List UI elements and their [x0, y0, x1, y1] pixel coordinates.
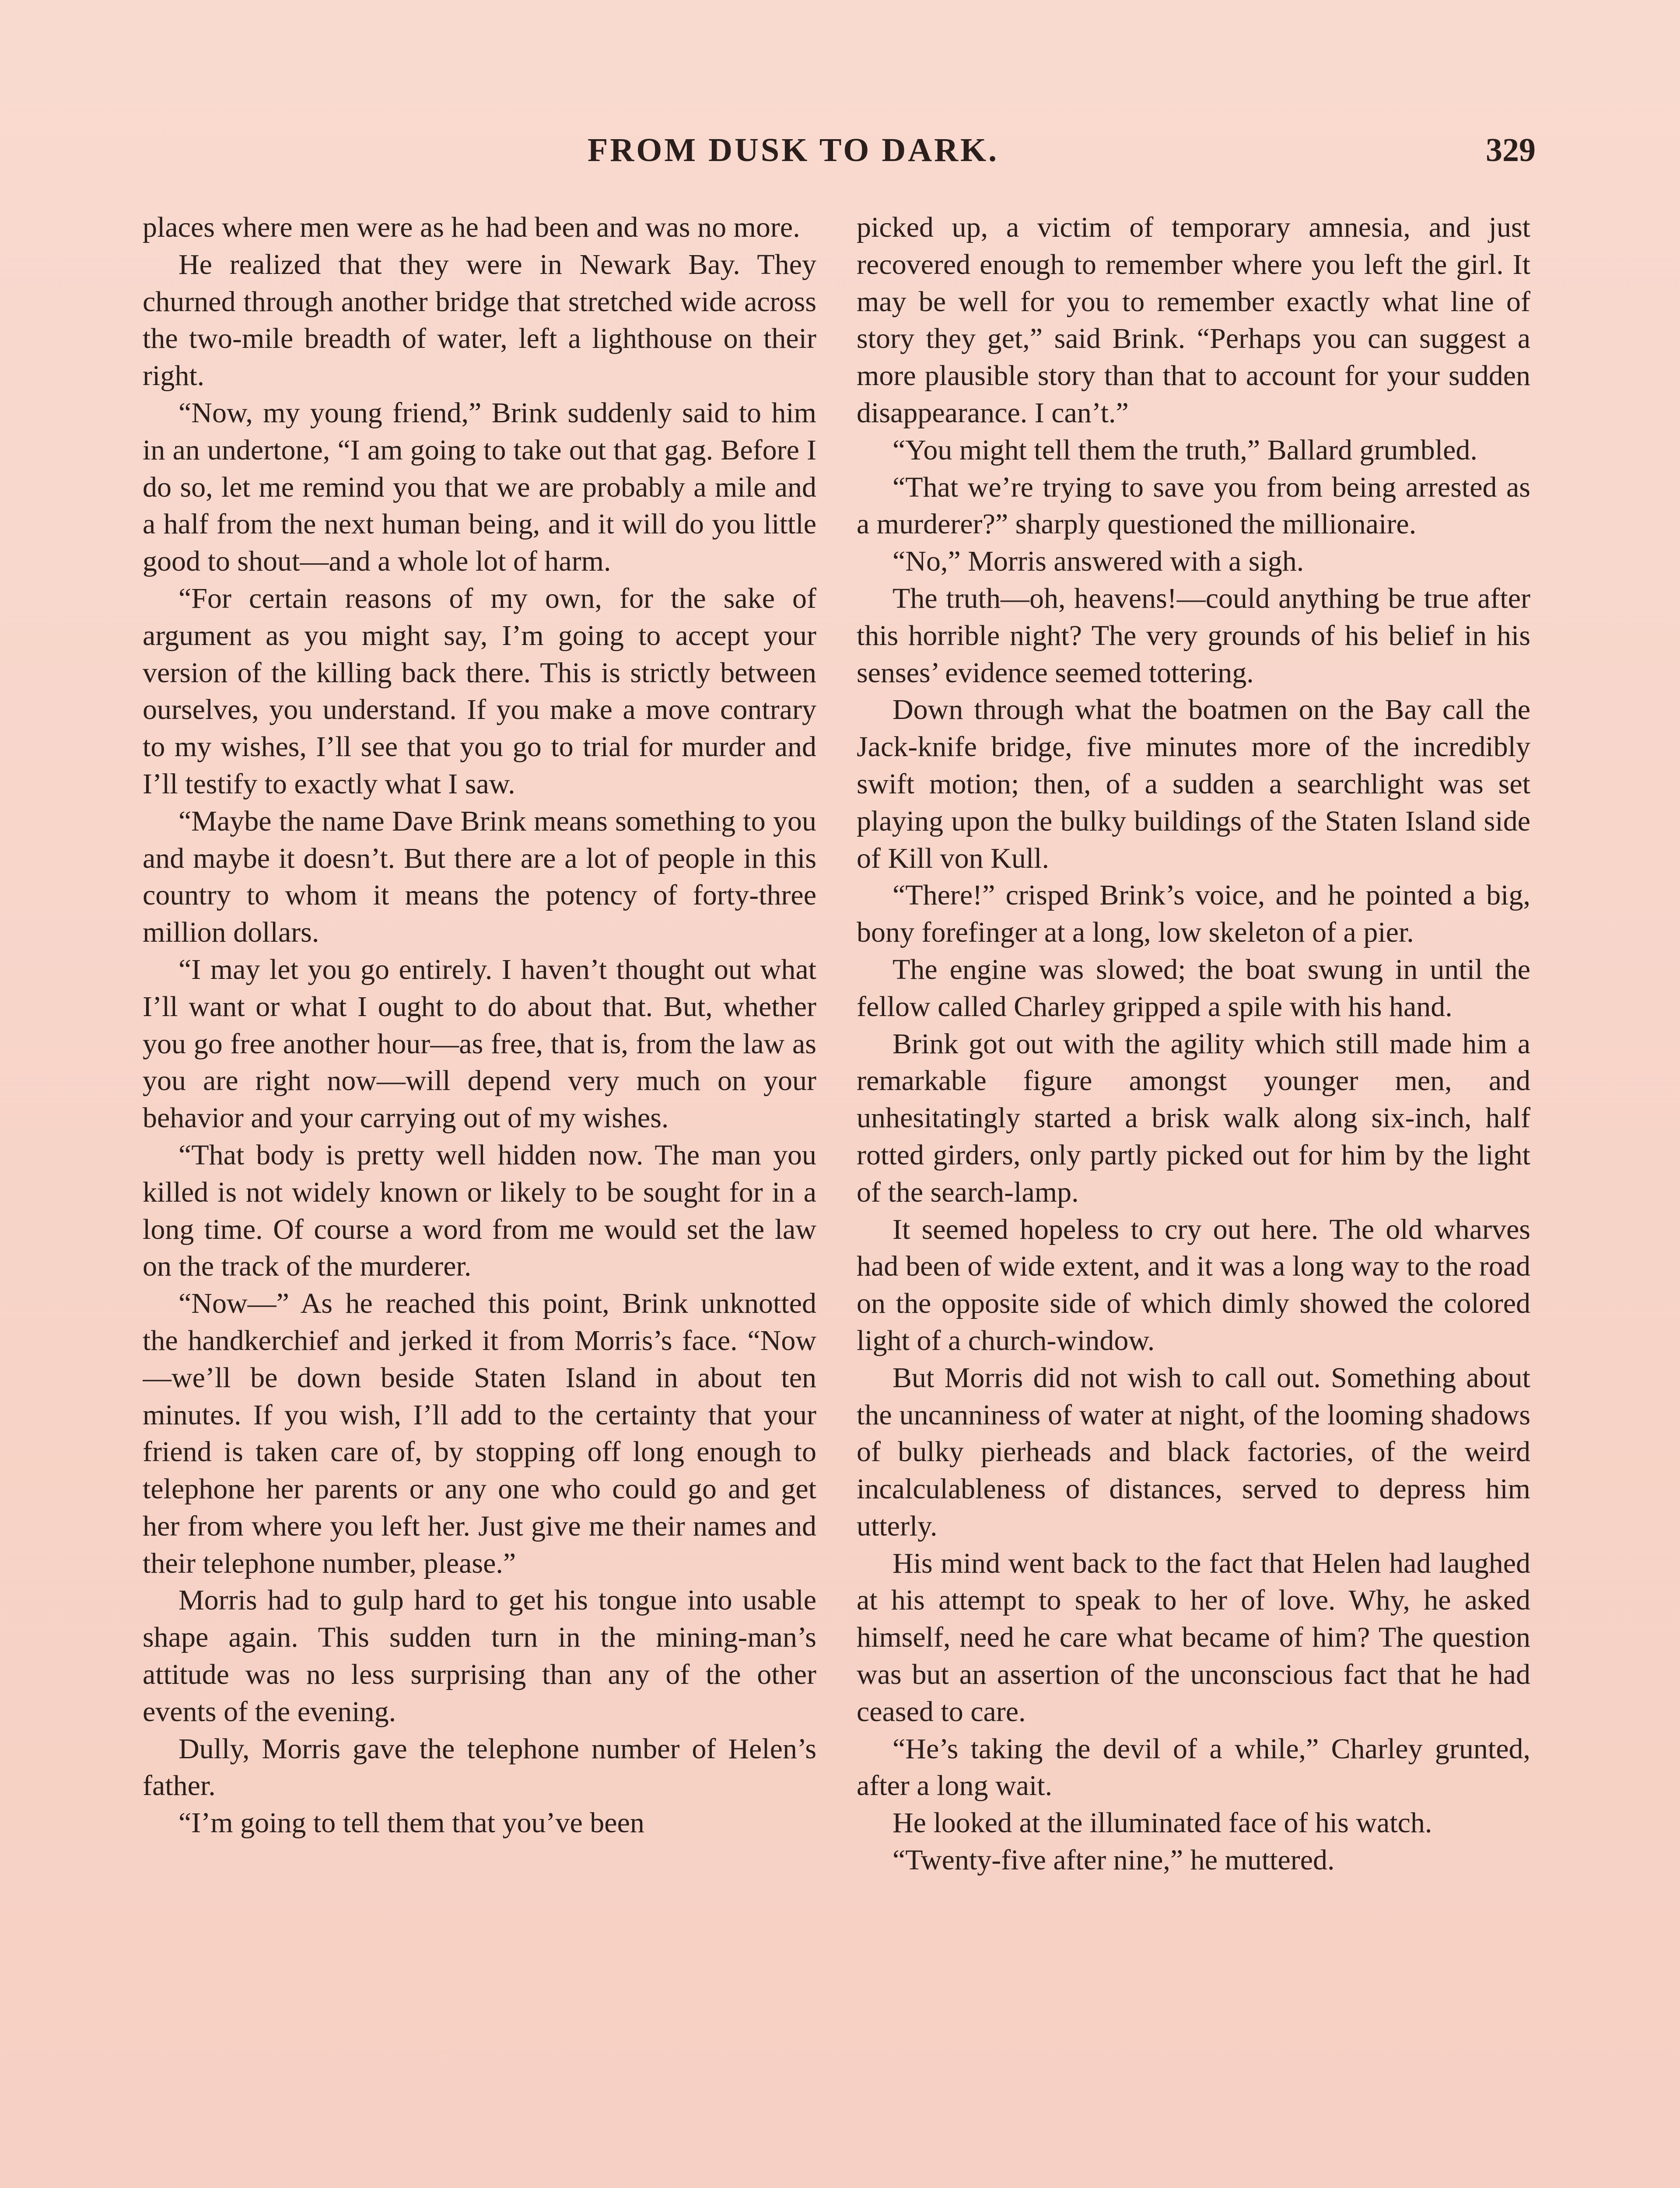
paragraph: Morris had to gulp hard to get his tongue into usable shape again. This sudden turn in the mining-man’s attitude was no less surprising than any of the other events of the evening. [143, 1584, 816, 1728]
paragraph: Dully, Morris gave the telephone number of Helen’s father. [143, 1732, 816, 1802]
paragraph: “Now—” As he reached this point, Brink unknotted the handkerchief and jerked it from Morris’s face. “Now—we’ll be down beside Staten Island in about ten minutes. If you wish, I’ll add to the certainty that your friend is taken care of, by stopping off long enough to telephone her parents or any one who could go and get her from where you left her. Just give me their names and their telephone number, please.” [143, 1287, 816, 1579]
page-number: 329 [1486, 132, 1536, 168]
paragraph: He realized that they were in Newark Bay. They churned through another bridge that stretched wide across the two-mile breadth of water, left a lighthouse on their right. [143, 248, 816, 392]
paragraph: “No,” Morris answered with a sigh. [892, 545, 1304, 578]
running-title: FROM DUSK TO DARK. [588, 132, 999, 168]
paragraph: “That we’re trying to save you from being arrested as a murderer?” sharply questioned the millionaire. [857, 471, 1530, 540]
paragraph: His mind went back to the fact that Helen had laughed at his attempt to speak to her of love. Why, he asked himself, need he care what became of him? The question was but an assertion of the unconscious fact that he had ceased to care. [857, 1547, 1530, 1728]
paragraph: Brink got out with the agility which still made him a remarkable figure amongst younger men, and unhesitatingly started a brisk walk along six-inch, half rotted girders, only partly picked out for him by the light of the search-lamp. [857, 1027, 1530, 1208]
paragraph: “I may let you go entirely. I haven’t thought out what I’ll want or what I ought to do about that. But, whether you go free another hour—as free, that is, from the law as you are right now—will depend very much on your behavior and your carrying out of my wishes. [143, 953, 816, 1134]
paragraph: But Morris did not wish to call out. Something about the uncanniness of water at night, of the looming shadows of bulky pierheads and black factories, of the weird incalculableness of distances, served to depress him utterly. [857, 1361, 1530, 1542]
paragraph: He looked at the illuminated face of his watch. [892, 1807, 1432, 1839]
paragraph: places where men were as he had been and was no more. [143, 211, 800, 243]
paragraph: It seemed hopeless to cry out here. The old wharves had been of wide extent, and it was a long way to the road on the opposite side of which dimly showed the colored light of a church-window. [857, 1213, 1530, 1357]
paragraph: “You might tell them the truth,” Ballard grumbled. [892, 434, 1477, 466]
paragraph: “Twenty-five after nine,” he muttered. [892, 1844, 1335, 1876]
paragraph: “There!” crisped Brink’s voice, and he pointed a big, bony forefinger at a long, low skeleton of a pier. [857, 879, 1530, 949]
paragraph: picked up, a victim of temporary amnesia, and just recovered enough to remember where you left the girl. It may be well for you to remember exactly what line of story they get,” said Brink. “Perhaps you can suggest a more plausible story than that to account for your sudden disappearance. I can’t.” [857, 211, 1530, 429]
page-header [0, 131, 1680, 179]
left-column [143, 209, 816, 2188]
paragraph: “I’m going to tell them that you’ve been [178, 1807, 644, 1839]
paragraph: “He’s taking the devil of a while,” Charley grunted, after a long wait. [857, 1732, 1530, 1802]
paragraph: “That body is pretty well hidden now. The man you killed is not widely known or likely to be sought for in a long time. Of course a word from me would set the law on the track of the murderer. [143, 1139, 816, 1283]
paragraph: The truth—oh, heavens!—could anything be true after this horrible night? The very grounds of his belief in his senses’ evidence seemed tottering. [857, 582, 1530, 689]
right-column [857, 209, 1530, 2188]
paragraph: “For certain reasons of my own, for the sake of argument as you might say, I’m going to accept your version of the killing back there. This is strictly between ourselves, you understand. If you make a move contrary to my wishes, I’ll see that you go to trial for murder and I’ll testify to exactly what I saw. [143, 582, 816, 800]
paragraph: Down through what the boatmen on the Bay call the Jack-knife bridge, five minutes more of the incredibly swift motion; then, of a sudden a searchlight was set playing upon the bulky buildings of the Staten Island side of Kill von Kull. [857, 694, 1530, 874]
paragraph: The engine was slowed; the boat swung in until the fellow called Charley gripped a spile with his hand. [857, 953, 1530, 1023]
paragraph: “Now, my young friend,” Brink suddenly said to him in an undertone, “I am going to take out that gag. Before I do so, let me remind you that we are probably a mile and a half from the next human being, and it will do you little good to shout—and a whole lot of harm. [143, 396, 816, 578]
paragraph: “Maybe the name Dave Brink means something to you and maybe it doesn’t. But there are a lot of people in this country to whom it means the potency of forty-three million dollars. [143, 805, 816, 949]
